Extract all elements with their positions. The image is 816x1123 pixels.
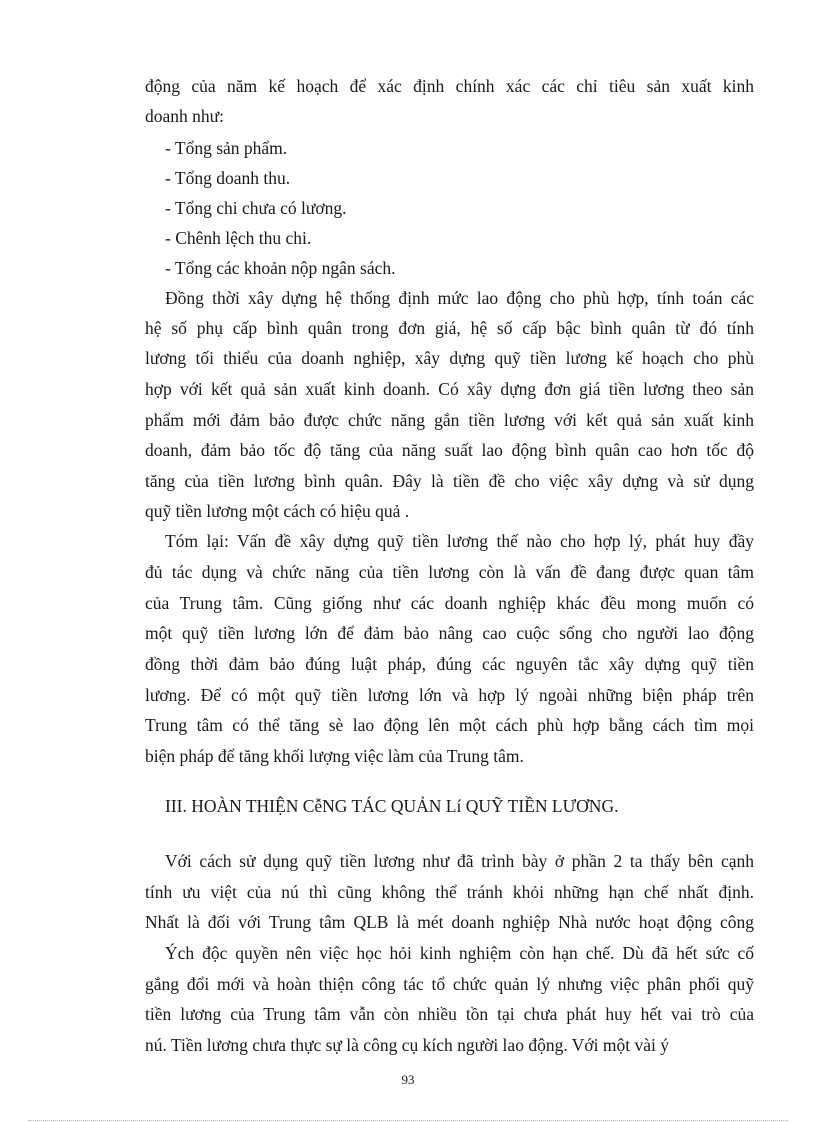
text-line: của Trung tâm. Cũng giống như các doanh nghiệp khác đều mong muốn có [145,593,754,613]
text-line: Nhất là đối với Trung tâm QLB là mét doanh nghiệp Nhà nước hoạt động công [145,912,754,932]
text-line: lương tối thiểu của doanh nghiệp, xây dựng quỹ tiền lương kế hoạch cho phù [145,348,754,368]
text-line: doanh như: [145,106,224,126]
text-line: động của năm kế hoạch để xác định chính xác các chỉ tiêu sản xuất kinh [145,76,754,96]
text-line: Đồng thời xây dựng hệ thống định mức lao động cho phù hợp, tính toán các [165,288,754,308]
text-line: lương. Để có một quỹ tiền lương lớn và hợp lý ngoài những biện pháp trên [145,685,754,705]
text-line: hệ số phụ cấp bình quân trong đơn giá, hệ số cấp bậc bình quân từ đó tính [145,318,754,338]
text-line: Với cách sử dụng quỹ tiền lương như đã trình bày ở phần 2 ta thấy bên cạnh [165,851,754,871]
text-line: phẩm mới đảm bảo được chức năng gắn tiền lương với kết quả sản xuất kinh [145,410,754,430]
text-line: biện pháp để tăng khối lượng việc làm của Trung tâm. [145,746,524,766]
text-line: tăng của tiền lương bình quân. Đây là tiền đề cho việc xây dựng và sử dụng [145,471,754,491]
section-heading: III. HOÀN THIỆN CễNG TÁC QUẢN Lí QUỸ TIỀN LƯƠNG. [165,796,619,816]
text-line: tiền lương của Trung tâm vẫn còn nhiều tồn tại chưa phát huy hết vai trò của [145,1004,754,1024]
text-line: hợp với kết quả sản xuất kinh doanh. Có xây dựng đơn giá tiền lương theo sản [145,379,754,399]
text-line: nú. Tiền lương chưa thực sự là công cụ kích người lao động. Với một vài ý [145,1035,669,1055]
list-item: - Tổng sản phẩm. [165,138,288,158]
text-line: đủ tác dụng và chức năng của tiền lương còn là vấn đề đang được quan tâm [145,562,754,582]
list-item: - Tổng doanh thu. [165,168,291,188]
text-line: doanh, đảm bảo tốc độ tăng của năng suất lao động bình quân cao hơn tốc độ [145,440,754,460]
list-item: - Chênh lệch thu chi. [165,228,312,248]
list-item: - Tổng chi chưa có lương. [165,198,347,218]
text-line: Trung tâm có thể tăng sè lao động lên một cách phù hợp bằng cách tìm mọi [145,715,754,735]
page-divider [28,1120,788,1121]
text-line: gắng đổi mới và hoàn thiện công tác tổ chức quản lý nhưng việc phân phối quỹ [145,974,754,994]
text-line: tính ưu việt của nú thì cũng không thể tránh khỏi những hạn chế nhất định. [145,882,754,902]
text-line: đồng thời đảm bảo đúng luật pháp, đúng các nguyên tắc xây dựng quỹ tiền [145,654,754,674]
text-line: quỹ tiền lương một cách có hiệu quả . [145,501,410,521]
page-number: 93 [401,1072,415,1087]
list-item: - Tổng các khoản nộp ngân sách. [165,258,396,278]
text-line: Tóm lại: Vấn đề xây dựng quỹ tiền lương thế nào cho hợp lý, phát huy đầy [165,531,754,551]
text-line: Ých độc quyền nên việc học hỏi kinh nghiệm còn hạn chế. Dù đã hết sức cố [165,943,754,963]
text-line: một quỹ tiền lương lớn để đảm bảo nâng cao cuộc sống cho người lao động [145,623,754,643]
